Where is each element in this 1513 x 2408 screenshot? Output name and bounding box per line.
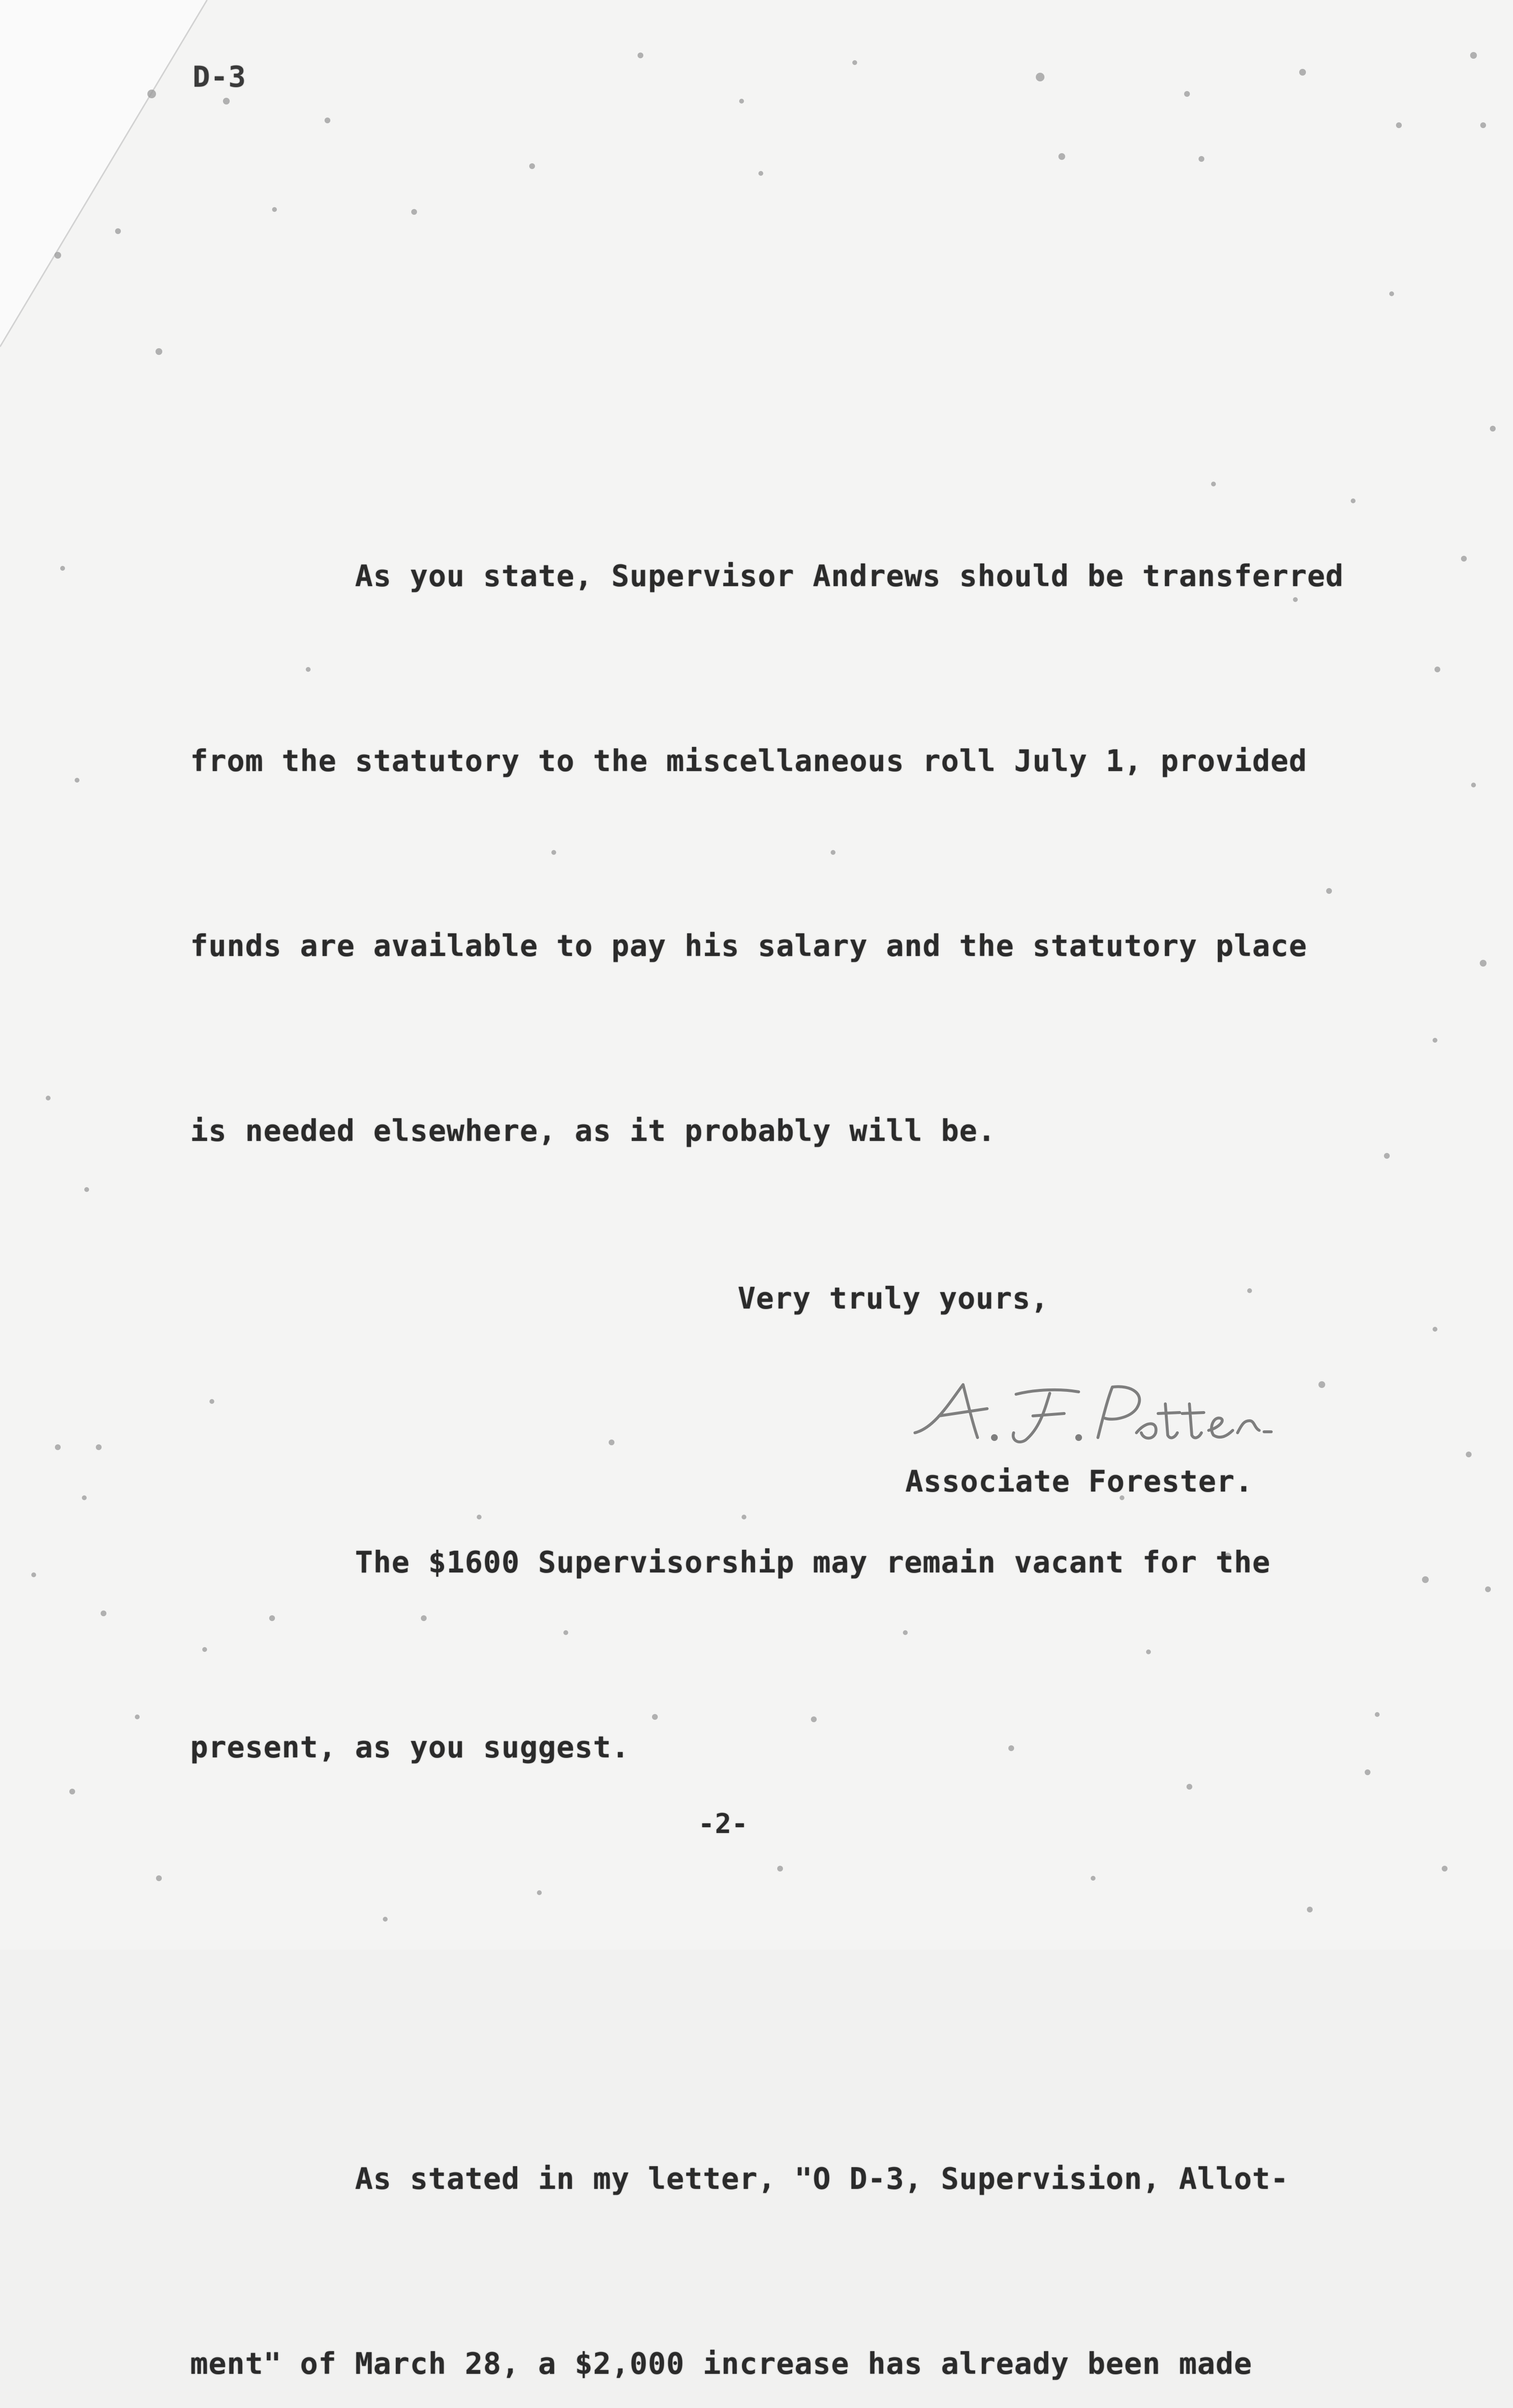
letter-body [190, 299, 1384, 2408]
closing: Very truly yours, [738, 1281, 1049, 1316]
text-line: funds are available to pay his salary and the statutory place [190, 929, 1307, 963]
text-line: The $1600 Supervisorship may remain vacant for the [190, 1545, 1271, 1580]
text-line: As you state, Supervisor Andrews should be transferred [190, 559, 1344, 593]
text-line: ment" of March 28, a $2,000 increase has already been made [190, 2346, 1252, 2381]
text-line: As stated in my letter, "O D-3, Supervision, Allot- [190, 2161, 1289, 2196]
paragraph [190, 422, 1384, 1285]
text-line: from the statutory to the miscellaneous roll July 1, provided [190, 744, 1307, 778]
signer-title: Associate Forester. [905, 1464, 1253, 1499]
text-line: present, as you suggest. [190, 1730, 630, 1765]
text-line: is needed elsewhere, as it probably will be. [190, 1113, 996, 1148]
file-reference: D-3 [193, 60, 247, 94]
page-number: -2- [698, 1808, 749, 1840]
handwritten-signature [905, 1375, 1339, 1452]
paragraph [190, 2025, 1384, 2408]
